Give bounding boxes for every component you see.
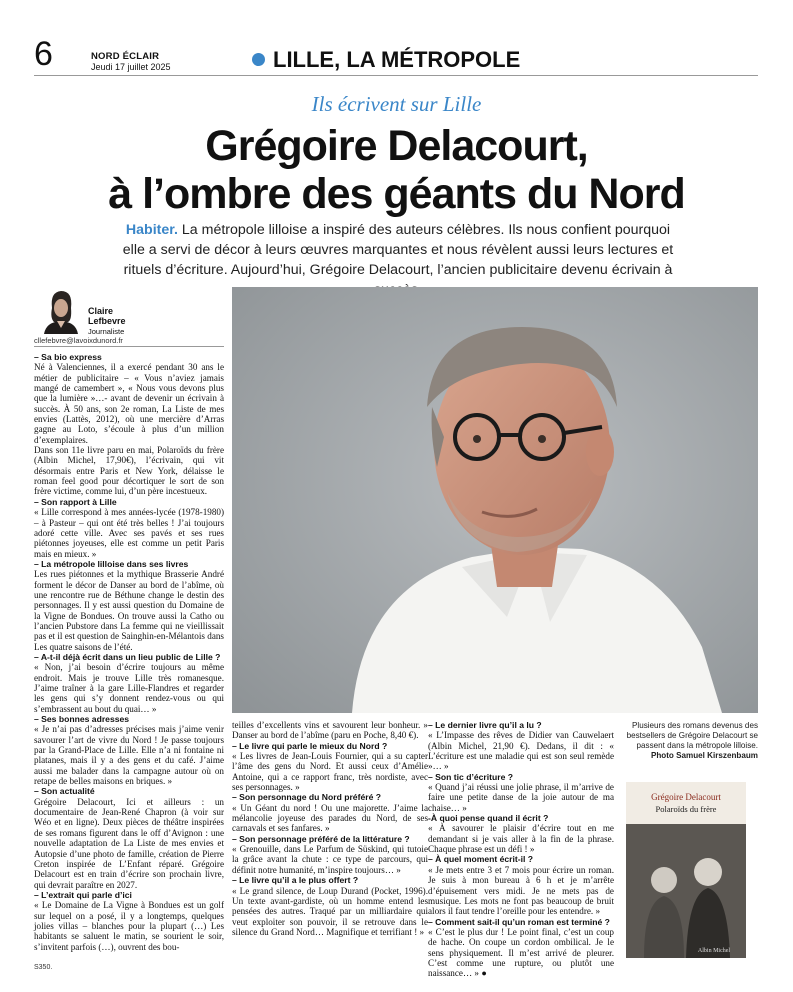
section-title [252,44,520,76]
subhead: – Le dernier livre qu’il a lu ? [428,720,542,730]
publication-date: Jeudi 17 juillet 2025 [91,62,171,72]
author-email[interactable]: cllefebvre@lavoixdunord.fr [34,336,123,345]
paragraph: « Je n’ai pas d’adresses précises mais j’aime venir savourer l’art de vivre du Nord ! Je passe toujours par la Grand-Place de Lille. Elle n’a ni fontaine ni platanes, mais il y a des gens et du café. J’aime aussi me balader dans la campagne autour où on retape de belles maisons en briques. » [34,724,224,787]
author-role: Journaliste [88,327,125,336]
article-column-1 [34,352,224,952]
section-label: LILLE, LA MÉTROPOLE [273,47,521,72]
paragraph: Grégoire Delacourt, Ici et ailleurs : un documentaire de Jean-René Chapron (à voir sur Wéo et en ligne). Deux pièces de théâtre inspirées de ses romans figurent dans le off d’Avignon : une nouvelle adaptation de La Liste de mes envies et Autopsie d’une photo de famille, création de Pierre Creton inspirée de L’Enfant réparé. Grégoire Delacourt est en train d’écrire son prochain livre, qui devrait paraître en 2027. [34,796,224,890]
author-portrait [38,286,84,334]
subhead: – Son personnage du Nord préféré ? [232,792,381,803]
subhead: – Son personnage préféré de la littérature ? [232,833,410,844]
paragraph: « Je mets entre 3 et 7 mois pour écrire un roman. Je suis à mon bureau à 6 h et je m’arrête d’épuisement vers midi. Je ne mets pas de musique. Les mots ne font pas beaucoup de bruit alors il faut tendre l’oreille pour les entendre. » [428,864,614,917]
caption-text: Plusieurs des romans devenus des bestsellers de Grégoire Delacourt se passent dans la métropole lilloise. [626,721,758,750]
subhead: – Le livre qu’il a le plus offert ? [232,875,359,886]
paragraph: Dans son 11e livre paru en mai, Polaroïds du frère (Albin Michel, 17,90€), l’écrivain, qui vit désormais entre Paris et New York, délaisse le roman feel good pour décortiquer le sort de son frère victime, comme lui, d’un père incestueux. [34,445,224,497]
paragraph: « Quand j’ai réussi une jolie phrase, il m’arrive de faire une petite danse de la joie autour de ma chaise… » [428,782,614,813]
paragraph: Les rues piétonnes et la mythique Brasserie André forment le décor de Danser au bord de l’abîme, où une rencontre rue de Béthune change le destin des personnages. Il y est aussi question du Domaine de la Vigne de Bondues. On trouve aussi la Catho ou l’ancien Pubstore dans La femme qui ne vieillissait pas et il est question de Sainghin-en-Mélantois dans Les quatre saisons de l’été. [34,569,224,652]
subhead: – Sa bio express [34,352,102,362]
headline-line-1: Grégoire Delacourt, [205,122,588,170]
book-publisher: Albin Michel [697,948,731,954]
author-first-name: Claire [88,306,114,316]
paragraph: « Non, j’ai besoin d’écrire toujours au même endroit. Mais je trouve Lille très romanesque. J’aime traîner à la gare Lille-Flandres et regarder les gens qui s’y donnent rendez-vous ou qui s’embrassent au bout du quai… » [34,662,224,714]
author-rule [34,346,224,347]
paragraph: « Grenouille, dans Le Parfum de Süskind, qui tutoie la grâce avant la chute : ce type de parcours, qui définit notre humanité, m’inspire toujours… » [232,844,428,875]
footer-code: S350. [34,964,53,971]
subhead: – La métropole lilloise dans ses livres [34,558,189,569]
paragraph: « Les livres de Jean-Louis Fournier, qui a su capter l’âme des gens du Nord. Et aussi ceux d’Amélie Antoine, qui a ce rapport franc, très nordiste, avec ses personnages. » [232,751,428,793]
lede-text: La métropole lilloise a inspiré des auteurs célèbres. Ils nous confient pourquoi elle a servi de décor à leurs œuvres marquantes et nous révèlent aussi leurs lectures et rituels d’écriture. Aujourd’hui, Grégoire Delacourt, l’ancien publicitaire devenu écrivain à [122,222,674,278]
book-cover [626,782,746,958]
subhead: -À quoi pense quand il écrit ? [428,813,549,824]
portrait-photo [232,287,758,713]
subhead: – Son actualité [34,786,95,797]
article-column-3 [428,720,614,979]
article-column-2 [232,720,428,937]
paragraph: « Le Domaine de La Vigne à Bondues est un golf sur lequel on a posé, il y a longtemps, quelques jolies villas – blanches pour la plupart (…) Les habitants se saluent le matin, se sourient le soir, s’invitent parfois (…), ouvrent des bou- [34,900,224,952]
author-last-name: Lefbevre [88,316,126,326]
paragraph: « L’Impasse des rêves de Didier van Cauwelaert (Albin Michel, 21,90 €). Dedans, il dit : « L’écriture est une maladie qui est son seul remède »… » [428,730,614,772]
headline-line-2: à l’ombre des géants du Nord [108,170,685,218]
newspaper-brand: NORD ÉCLAIR [91,51,160,62]
subhead: – À quel moment écrit-il ? [428,854,534,865]
photo-credit: Photo Samuel Kirszenbaum [650,751,758,760]
subhead: – A-t-il déjà écrit dans un lieu public de Lille ? [34,651,221,662]
subhead: – Son rapport à Lille [34,496,117,507]
subhead: – Son tic d’écriture ? [428,771,514,782]
photo-caption [614,721,758,761]
article-headline [0,122,793,218]
book-author: Grégoire Delacourt [651,792,721,802]
page-number: 6 [34,35,53,73]
article-kicker: Ils écrivent sur Lille [311,92,482,116]
paragraph: Né à Valenciennes, il a exercé pendant 30 ans le métier de publicitaire – « Vous n’aviez jamais mangé de camembert », « Nous vous devons plus que la lumière »…- avant de devenir un écrivain à succès. À 50 ans, son 2e roman, La Liste de mes envies (Lattès, 2012), où une mercière d’Arras gagne au Loto, s’écoule à plus d’un million d’exemplaires. [34,362,224,445]
paragraph: « Lille correspond à mes années-lycée (1978-1980) – à Pasteur – qui ont été très belles ! J’ai toujours adoré cette ville. Avec ses pavés et ses rues piétonnes joyeuses, elle est comme un petit Paris mais en mieux. » [34,507,224,559]
subhead: – Ses bonnes adresses [34,714,130,725]
subhead: – Le livre qui parle le mieux du Nord ? [232,740,388,751]
paragraph: « C’est le plus dur ! Le point final, c’est un coup de hache. On coupe un cordon ombilical. Je le sens physiquement. Il m’est arrivé de pleurer. C’est comme une rupture, ou plutôt une naissance… » ● [428,926,614,979]
paragraph: « Un Géant du nord ! Ou une majorette. J’aime la mélancolie joyeuse des parades du Nord, de ses carnavals et ses fanfares. » [232,802,428,834]
book-title: Polaroïds du frère [655,804,717,814]
header-rule [34,75,758,76]
subhead: – Comment sait-il qu’un roman est terminé ? [428,916,610,927]
paragraph: « À savourer le plaisir d’écrire tout en me demandant si je vais aller à la fin de la phrase. Chaque phrase est un défi ! » [428,823,614,855]
paragraph: « Le grand silence, de Loup Durand (Pocket, 1996). Un texte avant-gardiste, où un homme entend les pensées des autres. Traqué par un milliardaire qui veut exploiter son pouvoir, il se retrouve dans le silence du Grand Nord… Magnifique et terrifiant ! » [232,885,428,937]
subhead: – L’extrait qui parle d’ici [34,889,132,900]
lede-tag: Habiter. [125,222,178,238]
author-name [88,306,126,326]
section-dot-icon [252,53,265,66]
paragraph: teilles d’excellents vins et savourent leur bonheur. » Danser au bord de l’abîme (paru en Poche, 8,40 €). [232,720,428,741]
